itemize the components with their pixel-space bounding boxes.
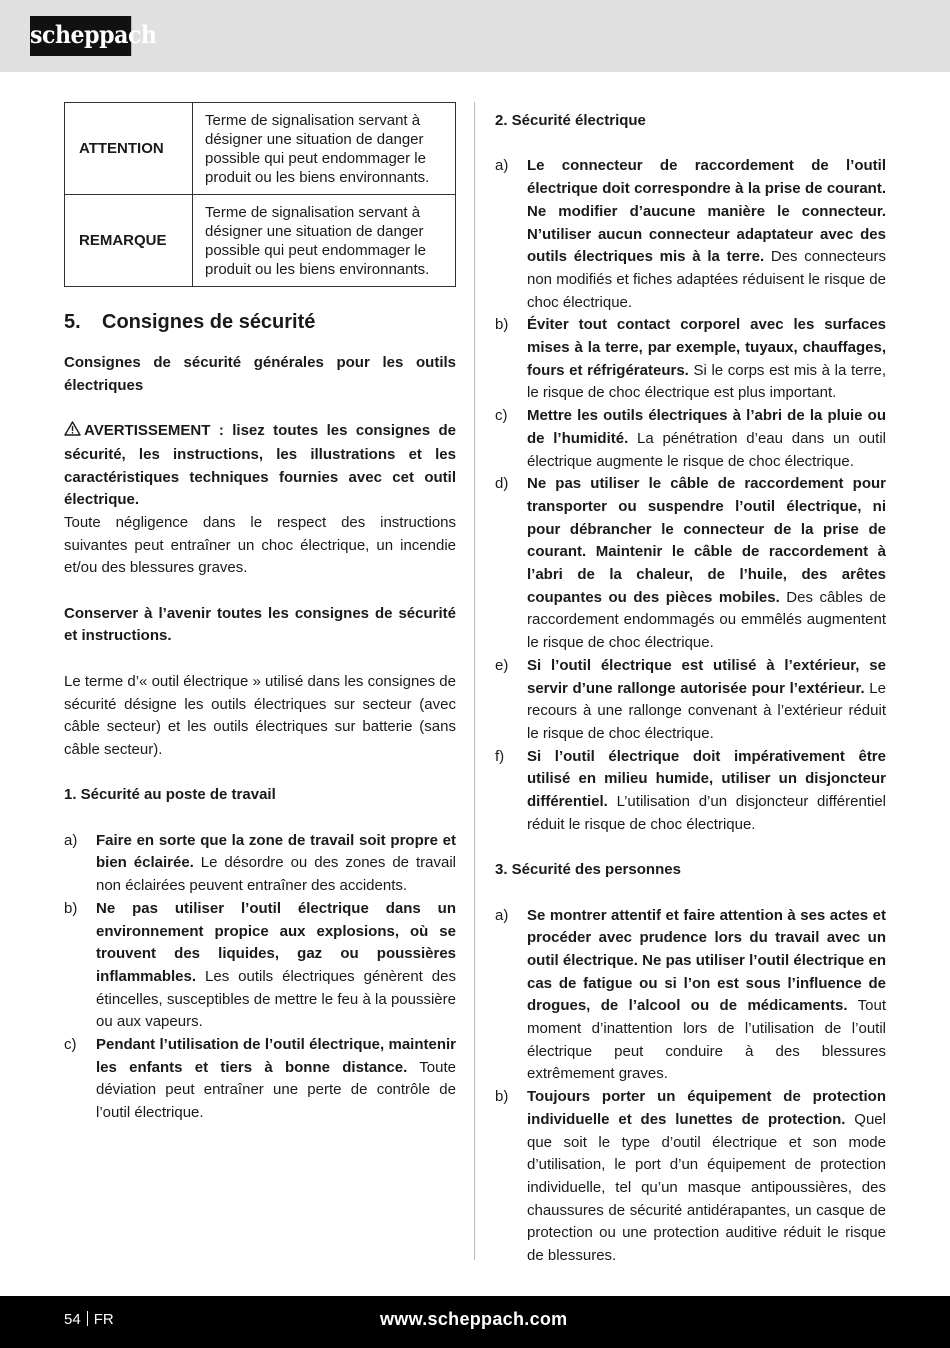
scheppach-logo: scheppach	[30, 16, 131, 56]
item-text: Si le corps est mis à la terre, le risque de choc électrique est plus important.	[527, 361, 886, 402]
item-bold-text: Éviter tout contact corporel avec les surfaces mises à la terre, par exemple, tuyaux, chauffages, fours et réfrigérateurs.	[527, 316, 886, 379]
list-item	[495, 405, 886, 473]
item-bold-text: Pendant l’utilisation de l’outil électrique, maintenir les enfants et tiers à bonne distance.	[96, 1036, 456, 1076]
item-text: Les outils électriques génèrent des étincelles, susceptibles de mettre le feu à la poussière ou aux vapeurs.	[96, 967, 456, 1031]
warning-triangle-icon	[64, 421, 84, 444]
item-label: d)	[495, 475, 509, 493]
item-label: b)	[495, 316, 509, 334]
list-item	[495, 746, 886, 837]
item-bold-text: Toujours porter un équipement de protection individuelle et des lunettes de protection.	[527, 1088, 886, 1128]
list-item	[495, 155, 886, 314]
list-item	[64, 1034, 456, 1125]
item-text: Tout moment d’inattention lors de l’utilisation de l’outil électrique peut conduire à des blessures extrêmement graves.	[527, 997, 887, 1083]
item-text: La pénétration d’eau dans un outil électrique augmente le risque de choc électrique.	[527, 429, 886, 470]
website-link[interactable]: www.scheppach.com	[380, 1309, 568, 1329]
item-bold-text: Se montrer attentif et faire attention à ses actes et procéder avec prudence lors du travail avec un outil électrique. Ne pas utiliser l’outil électrique en cas de fatigue ou si l’on est sous l’influence de drogues, de l’alcool ou de médicaments.	[527, 906, 886, 1015]
electrical-safety-heading: 2. Sécurité électrique	[495, 112, 646, 129]
list-item	[495, 655, 886, 746]
personal-safety-heading: 3. Sécurité des personnes	[495, 861, 681, 879]
item-label: c)	[64, 1036, 77, 1054]
item-bold-text: Faire en sorte que la zone de travail soit propre et bien éclairée.	[96, 831, 456, 872]
signal-description: Terme de signalisation servant à désigner une situation de danger possible qui peut endommager le produit ou les biens environnants.	[193, 195, 456, 287]
item-label: c)	[495, 407, 508, 425]
item-bold-text: Mettre les outils électriques à l’abri de la pluie ou de l’humidité.	[527, 407, 886, 447]
page-number: 54	[64, 1311, 81, 1328]
item-label: a)	[495, 157, 509, 175]
signal-term: REMARQUE	[65, 195, 193, 287]
section-heading	[64, 311, 456, 334]
signal-term: ATTENTION	[65, 103, 193, 195]
item-text: Des câbles de raccordement endommagés ou emmêlés augmentent le risque de choc électrique.	[527, 588, 886, 652]
column-divider	[474, 102, 475, 1260]
language-code: FR	[93, 1311, 114, 1328]
item-label: e)	[495, 656, 509, 674]
table-row	[65, 103, 456, 195]
warning-paragraph	[64, 420, 456, 512]
item-bold-text: Si l’outil électrique est utilisé à l’extérieur, se servir d’une rallonge autorisée pour l’extérieur.	[527, 656, 886, 697]
item-label: b)	[495, 1088, 509, 1106]
item-text: Le désordre ou des zones de travail non éclairées peuvent entraîner des accidents.	[96, 854, 456, 895]
list-item	[495, 473, 886, 655]
list-item	[64, 898, 456, 1034]
list-item	[495, 314, 886, 405]
page-separator	[87, 1311, 88, 1326]
item-bold-text: Le connecteur de raccordement de l’outil électrique doit correspondre à la prise de courant. Ne modifier d’aucune manière le connecteur. N’utiliser aucun connecteur adaptateur avec des outils électriques mis à la terre.	[527, 157, 886, 266]
warning-bold-text: AVERTISSEMENT : lisez toutes les consignes de sécurité, les instructions, les illustrations et les caractéristiques techniques fournies avec cet outil électrique.	[64, 422, 456, 509]
section-title: Consignes de sécurité	[102, 311, 316, 333]
item-label: a)	[64, 831, 78, 849]
item-text: Toute déviation peut entraîner une perte de contrôle de l’outil électrique.	[96, 1058, 456, 1122]
header-bar	[0, 0, 950, 72]
footer-bar	[0, 1296, 950, 1348]
item-label: b)	[64, 899, 78, 917]
general-safety-heading: Consignes de sécurité générales pour les outils électriques	[64, 354, 456, 394]
left-column	[64, 102, 456, 1125]
section-number: 5.	[64, 311, 81, 333]
keep-instructions-text: Conserver à l’avenir toutes les consignes de sécurité et instructions.	[64, 604, 456, 645]
right-column	[495, 110, 886, 1268]
item-label: a)	[495, 906, 509, 924]
workplace-safety-heading: 1. Sécurité au poste de travail	[64, 786, 276, 804]
signal-description: Terme de signalisation servant à désigner une situation de danger possible qui peut endommager le produit ou les biens environnants.	[193, 103, 456, 195]
term-definition-text: Le terme d’« outil électrique » utilisé dans les consignes de sécurité désigne les outils électriques sur secteur (avec câble secteur) et les outils électriques sur batterie (sans câble secteur).	[64, 672, 456, 758]
list-item	[495, 1086, 886, 1268]
item-bold-text: Ne pas utiliser le câble de raccordement pour transporter ou suspendre l’outil électrique, ni pour débrancher le connecteur de la prise de courant. Maintenir le câble de raccordement à l’abri de la chaleur, de l’huile, des arêtes coupantes ou des pièces mobiles.	[527, 475, 886, 606]
table-row	[65, 195, 456, 287]
list-item	[495, 905, 886, 1087]
item-bold-text: Ne pas utiliser l’outil électrique dans un environnement propice aux explosions, où se trouvent des liquides, gaz ou poussières inflammables.	[96, 899, 456, 985]
item-text: Des connecteurs non modifiés et fiches adaptées réduisent le risque de choc électrique.	[527, 248, 886, 311]
page-indicator	[64, 1311, 114, 1328]
warning-consequence-text: Toute négligence dans le respect des instructions suivantes peut entraîner un choc électrique, un incendie et/ou des blessures graves.	[64, 513, 456, 577]
item-bold-text: Si l’outil électrique doit impérativement être utilisé en milieu humide, utiliser un disjoncteur différentiel.	[527, 747, 886, 811]
item-text: Le recours à une rallonge convenant à l’extérieur réduit le risque de choc électrique.	[527, 679, 886, 742]
item-text: Quel que soit le type d’outil électrique et son mode d’utilisation, le port d’un équipement de protection individuelle, tel qu’un masque antipoussières, des chaussures de sécurité antidérapantes, un casque de protection ou une protection auditive réduit le risque de blessures.	[527, 1110, 886, 1265]
list-item	[64, 830, 456, 898]
signal-words-table	[64, 102, 456, 287]
item-text: L’utilisation d’un disjoncteur différentiel réduit le risque de choc électrique.	[527, 793, 886, 833]
item-label: f)	[495, 747, 505, 765]
